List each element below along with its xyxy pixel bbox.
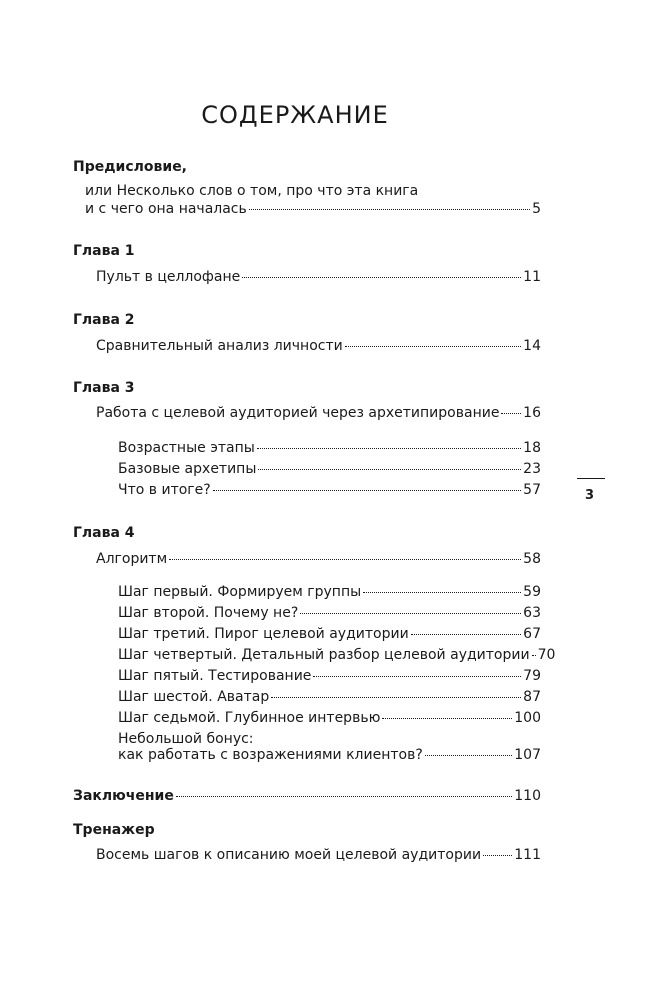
dot-leader	[483, 855, 512, 856]
toc-entry-label: как работать с возражениями клиентов?	[118, 747, 423, 763]
chapter2-heading: Глава 2	[73, 312, 135, 328]
toc-page-number: 67	[523, 626, 541, 642]
toc-subentry-ch3-1[interactable]	[118, 439, 541, 457]
toc-page-number: 70	[537, 647, 556, 663]
toc-entry-label: Что в итоге?	[118, 482, 211, 498]
trainer-heading: Тренажер	[73, 822, 155, 838]
toc-entry-label: Сравнительный анализ личности	[96, 338, 343, 354]
dot-leader	[300, 613, 521, 614]
toc-page-number: 107	[514, 747, 541, 763]
toc-entry-trainer[interactable]	[96, 846, 541, 864]
toc-page-number: 16	[523, 405, 541, 421]
toc-page-number: 5	[532, 201, 541, 217]
toc-entry-label: Заключение	[73, 788, 174, 804]
dot-leader	[257, 448, 521, 449]
dot-leader	[249, 209, 530, 210]
toc-entry-label: Шаг пятый. Тестирование	[118, 668, 312, 684]
dot-leader	[363, 592, 521, 593]
toc-entry-chapter2[interactable]	[96, 337, 541, 355]
toc-entry-label: Шаг шестой. Аватар	[118, 689, 270, 705]
dot-leader	[382, 718, 512, 719]
chapter3-heading: Глава 3	[73, 380, 135, 396]
toc-subentry-ch4-1[interactable]	[118, 583, 541, 601]
dot-leader	[501, 413, 521, 414]
toc-entry-preface[interactable]	[85, 200, 541, 218]
page-number: 3	[585, 488, 595, 503]
toc-subentry-ch4-7[interactable]	[118, 709, 541, 727]
toc-entry-label: Шаг первый. Формируем группы	[118, 584, 362, 600]
toc-entry-chapter4[interactable]	[96, 550, 541, 568]
toc-subentry-ch4-6[interactable]	[118, 688, 541, 706]
toc-page-number: 18	[523, 440, 541, 456]
toc-entry-label: Шаг третий. Пирог целевой аудитории	[118, 626, 409, 642]
toc-page-number: 87	[523, 689, 541, 705]
toc-subentry-ch4-bonus[interactable]	[118, 746, 541, 764]
dot-leader	[425, 755, 513, 756]
toc-page-number: 79	[523, 668, 541, 684]
chapter1-heading: Глава 1	[73, 243, 135, 259]
toc-entry-label: Шаг четвертый. Детальный разбор целевой аудитории	[118, 647, 530, 663]
dot-leader	[313, 676, 521, 677]
toc-subentry-ch4-4[interactable]	[118, 646, 556, 664]
dot-leader	[176, 796, 512, 797]
toc-entry-conclusion[interactable]	[73, 787, 541, 805]
dot-leader	[532, 655, 536, 656]
toc-page-number: 14	[523, 338, 541, 354]
toc-entry-chapter3[interactable]	[96, 404, 541, 422]
dot-leader	[345, 346, 521, 347]
dot-leader	[411, 634, 522, 635]
toc-entry-label: Шаг второй. Почему не?	[118, 605, 299, 621]
toc-page-number: 111	[514, 847, 541, 863]
toc-subentry-ch4-3[interactable]	[118, 625, 541, 643]
toc-page-number: 59	[523, 584, 541, 600]
toc-page-number: 58	[523, 551, 541, 567]
dot-leader	[213, 490, 521, 491]
toc-entry-label: и с чего она началась	[85, 201, 247, 217]
toc-page-number: 100	[514, 710, 541, 726]
toc-entry-label: Базовые архетипы	[118, 461, 257, 477]
chapter4-heading: Глава 4	[73, 525, 135, 541]
toc-page-number: 11	[523, 269, 541, 285]
toc-entry-label: Восемь шагов к описанию моей целевой аудитории	[96, 847, 482, 863]
dot-leader	[258, 469, 521, 470]
toc-page-number: 23	[523, 461, 541, 477]
toc-subentry-ch4-2[interactable]	[118, 604, 541, 622]
dot-leader	[169, 559, 521, 560]
toc-subentry-ch4-5[interactable]	[118, 667, 541, 685]
toc-entry-label: Возрастные этапы	[118, 440, 255, 456]
page-title: СОДЕРЖАНИЕ	[201, 101, 389, 129]
toc-page-number: 63	[523, 605, 541, 621]
page-number-rule	[577, 478, 605, 479]
toc-subentry-ch3-2[interactable]	[118, 460, 541, 478]
toc-entry-label: Шаг седьмой. Глубинное интервью	[118, 710, 381, 726]
preface-heading: Предисловие,	[73, 159, 188, 175]
toc-page-number: 110	[514, 788, 541, 804]
toc-entry-chapter1[interactable]	[96, 268, 541, 286]
bonus-title: Небольшой бонус:	[118, 731, 254, 747]
toc-subentry-ch3-3[interactable]	[118, 481, 541, 499]
dot-leader	[242, 277, 521, 278]
toc-page-number: 57	[523, 482, 541, 498]
toc-entry-label: Алгоритм	[96, 551, 168, 567]
toc-entry-label: Пульт в целлофане	[96, 269, 241, 285]
preface-subtitle-line1: или Несколько слов о том, про что эта книга	[85, 183, 419, 199]
toc-entry-label: Работа с целевой аудиторией через архетипирование	[96, 405, 500, 421]
dot-leader	[271, 697, 521, 698]
